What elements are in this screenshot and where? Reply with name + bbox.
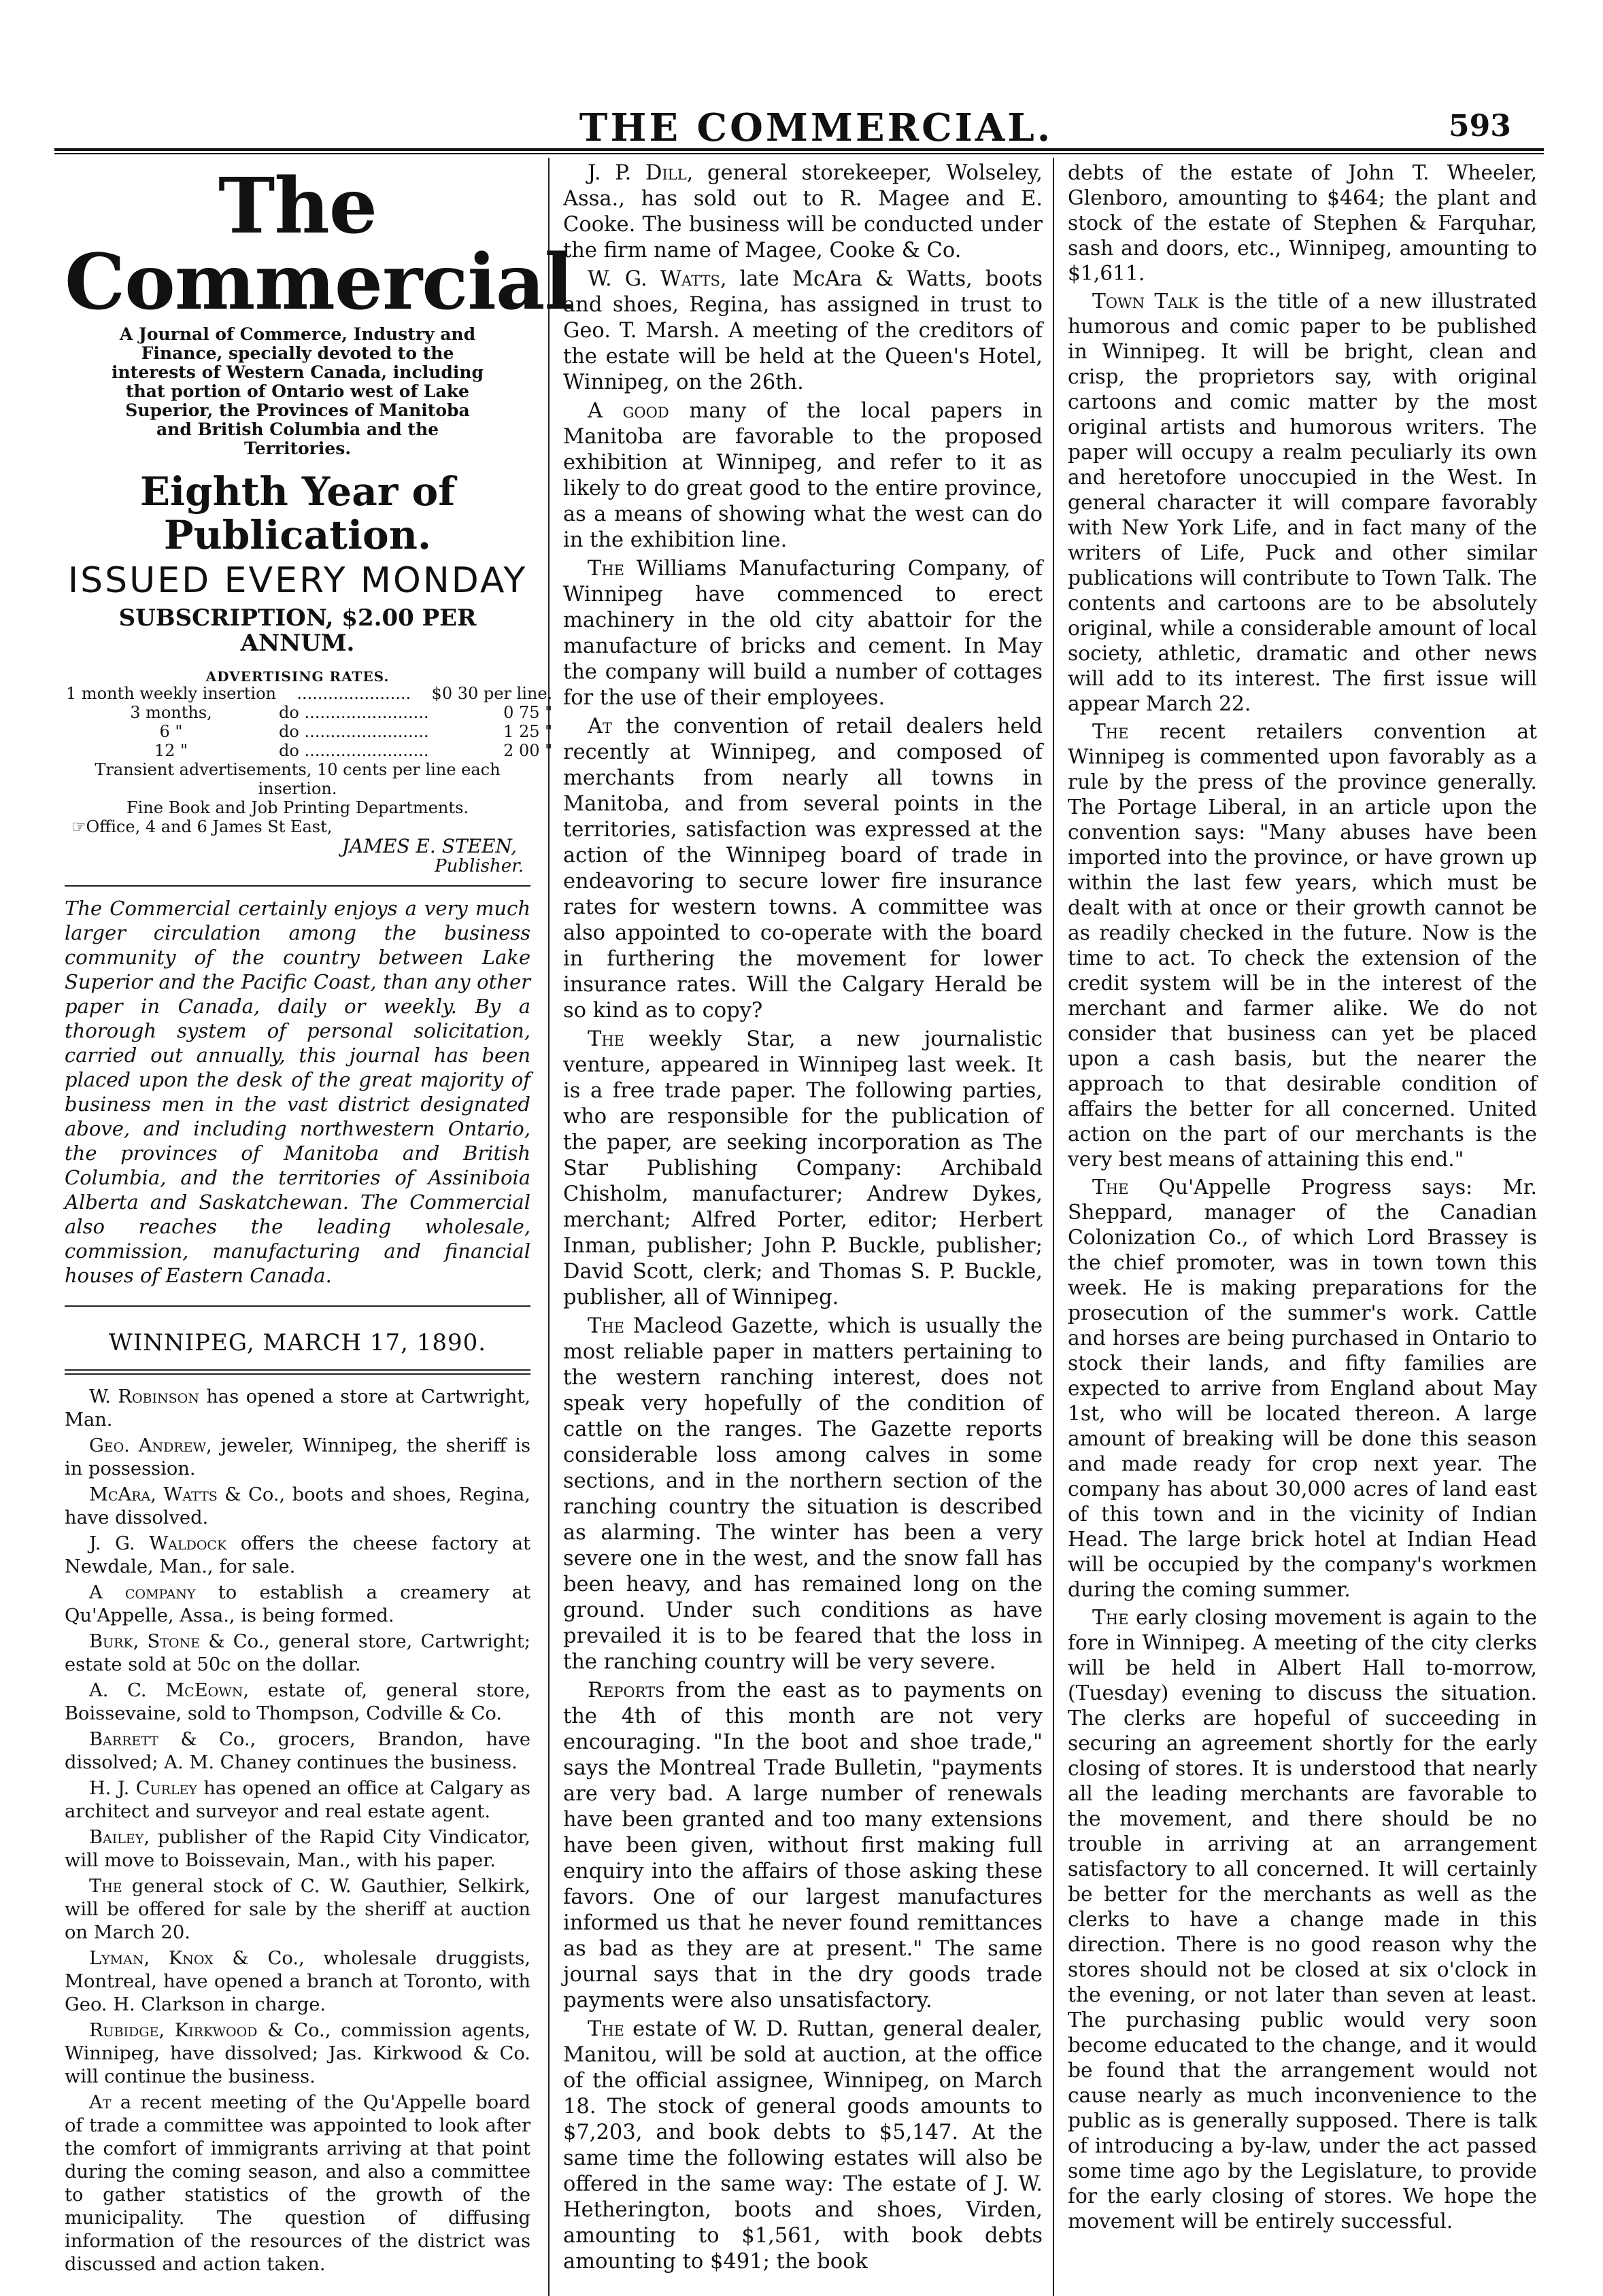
news-item-text: publisher of the Rapid City Vindicator, will move to Boissevain, Man., with his paper. xyxy=(65,1827,530,1872)
ad-rate-leader: ...................... xyxy=(297,683,411,703)
news-item-lead: McAra, Watts xyxy=(89,1484,218,1506)
news-item xyxy=(65,1435,530,1481)
news-item-lead: A company xyxy=(89,1582,196,1604)
news-item-text: & Co., commission agents, Winnipeg, have dissolved; Jas. Kirkwood & Co. will continue the business. xyxy=(65,2020,530,2088)
news-item-lead: Geo. Andrew, xyxy=(89,1435,212,1457)
publication-year: Eighth Year of Publication. xyxy=(139,468,456,558)
news-item-lead: A. C. McEown, xyxy=(89,1680,250,1702)
news-item xyxy=(65,1875,530,1944)
news-item-text: jeweler, Winnipeg, the sheriff is in possession. xyxy=(65,1435,531,1480)
double-rule xyxy=(65,1369,530,1375)
news-item-lead: The xyxy=(89,1876,122,1898)
news-item-text: weekly Star, a new journalistic venture, appeared in Winnipeg last week. It is a free trade paper. The following parties, who are responsible for the publication of the paper, are seeking incorporation as The Star Publishing Company: Archibald Chisholm, manufacturer; Andrew Dykes, merchant; Alfred Porter, editor; Herbert Inman, publisher; John P. Buckle, publisher; David Scott, clerk; and Thomas S. P. Buckle, publisher, all of Winnipeg. xyxy=(563,1027,1043,1309)
news-item-lead: At xyxy=(89,2092,112,2114)
news-item xyxy=(65,1484,530,1530)
news-item-text: Macleod Gazette, which is usually the most reliable paper in matters pertaining to the western ranching interest, does not speak very hopefully of the condition of cattle on the ranges. The Gazette reports considerable loss among calves in some sections, and in the northern section of the ranching country the situation is described as alarming. The winter has been a very severe one in the west, and the snow fall has been heavy, and has remained long on the ground. Under such conditions as have prevailed it is to be feared that the loss in the ranching country will be very severe. xyxy=(563,1314,1043,1674)
news-item xyxy=(1068,1175,1537,1603)
circulation-note: The Commercial certainly enjoys a very much larger circulation among the business community of the country between Lake Superior and the Pacific Coast, than any other paper in Canada, daily or weekly. By a thorough system of personal solicitation, carried out annually, this journal has been placed upon the desk of the great majority of business men in the vast district designated above, and including northwestern Ontario, the provinces of Manitoba and British Columbia, and the territories of Assiniboia Alberta and Saskatchewan. The Commercial also reaches the leading wholesale, commission, manufacturing and financial houses of Eastern Canada. xyxy=(65,897,530,1288)
column-divider xyxy=(1053,158,1054,2296)
news-item xyxy=(65,1826,530,1872)
transient-ads: Transient advertisements, 10 cents per line each insertion. xyxy=(95,759,501,798)
news-item-text: to establish a creamery at Qu'Appelle, Assa., is being formed. xyxy=(65,1582,531,1627)
news-item-text: estate of W. D. Ruttan, general dealer, Manitou, will be sold at auction, at the office of the official assignee, Winnipeg, on March 18. The stock of general goods amounts to $7,203, and book debts to $5,147. At the same time the following estates will also be offered in the same way: The estate of J. W. Hetherington, boots and shoes, Virden, amounting to $1,561, with book debts amounting to $491; the book xyxy=(563,2017,1043,2274)
news-item xyxy=(65,1777,530,1823)
news-item-lead: Reports xyxy=(588,1679,665,1702)
ad-rate-row xyxy=(65,684,554,703)
divider xyxy=(65,1305,530,1307)
news-item xyxy=(65,1581,530,1628)
news-item-text: late McAra & Watts, boots and shoes, Regina, has assigned in trust to Geo. T. Marsh. A meeting of the creditors of the estate will be held at the Queen's Hotel, Winnipeg, on the 26th. xyxy=(563,267,1043,394)
news-item-text: from the east as to payments on the 4th of this month are not very encouraging. "In the boot and shoe trade," says the Montreal Trade Bulletin, "payments are very bad. A large number of renewals have been granted and too many extensions have been given, without first making full enquiry into the affairs of those asking these favors. One of our largest manufactures informed us that he never found remittances as bad as they are at present." The same journal says that in the dry goods trade payments were also unsatisfactory. xyxy=(563,1679,1043,2012)
news-item-text: general storekeeper, Wolseley, Assa., has sold out to R. Magee and E. Cooke. The business will be conducted under the firm name of Magee, Cooke & Co. xyxy=(563,161,1043,262)
ad-rate-price: 2 00 " xyxy=(503,740,553,760)
masthead-description: A Journal of Commerce, Industry and Finance, specially devoted to the interests of Western Canada, including that portion of Ontario west of Lake Superior, the Provinces of Manitoba and British Columbia and the Territories. xyxy=(111,324,484,458)
printing-departments: Fine Book and Job Printing Departments. xyxy=(126,798,469,817)
news-item xyxy=(563,2017,1043,2275)
news-item-lead: Burk, Stone xyxy=(89,1631,200,1653)
news-item xyxy=(1068,289,1537,717)
column-1-articles xyxy=(65,1386,530,2276)
news-item-text: is the title of a new illustrated humorous and comic paper to be published in Winnipeg. It will be bright, clean and crisp, the proprietors say, with original cartoons and comic matter by the most original artists and humorous writers. The paper will occupy a realm peculiarly its own and heretofore unoccupied in the West. In general character it will compare favorably with New York Life, and in fact many of the writers of Life, Puck and other similar publications will contribute to Town Talk. The contents and cartoons are to be absolutely original, while a considerable amount of local society, athletic, dramatic and other news will add to its interest. The first issue will appear March 22. xyxy=(1068,290,1537,716)
news-item-lead: The xyxy=(588,1027,624,1051)
page-number: 593 xyxy=(1449,109,1511,143)
news-item-lead: A good xyxy=(588,399,669,423)
news-item xyxy=(563,267,1043,396)
news-item xyxy=(65,1386,530,1432)
news-item-lead: The xyxy=(1092,1176,1129,1199)
ad-rate-price: 0 75 " xyxy=(503,702,553,722)
news-item-text: estate of, general store, Boissevaine, sold to Thompson, Codville & Co. xyxy=(65,1680,531,1725)
news-item-text: & Co., general store, Cartwright; estate sold at 50c on the dollar. xyxy=(65,1631,530,1676)
masthead-title: The Commercial xyxy=(65,162,573,327)
news-item-text: has opened a store at Cartwright, Man. xyxy=(65,1386,530,1431)
column-3-articles xyxy=(1068,160,1537,2234)
news-item-text: the convention of retail dealers held recently at Winnipeg, and composed of merchants from nearly all towns in Manitoba, and from several points in the territories, satisfaction was expressed at the action of the Winnipeg board of trade in endeavoring to secure lower fire insurance rates for western towns. A committee was also appointed to co-operate with the board in furthering the movement for lower insurance rates. Will the Calgary Herald be so kind as to copy? xyxy=(563,715,1043,1023)
column-1 xyxy=(65,160,573,2276)
ad-rate-leader: do ........................ xyxy=(279,721,429,741)
news-item xyxy=(563,160,1043,264)
news-item-text: & Co., grocers, Brandon, have dissolved; A. M. Chaney continues the business. xyxy=(65,1729,530,1774)
news-item xyxy=(65,2019,530,2089)
news-item-text: recent retailers convention at Winnipeg is commented upon favorably as a rule by the press of the province generally. The Portage Liberal, in an article upon the convention says: "Many abuses have been imported into the province, or have grown up within the last few years, which must be dealt with at once or their growth cannot be as readily checked in the future. Now is the time to act. To check the extension of the credit system will be in the interest of the merchant and farmer alike. We do not consider that business can yet be placed upon a cash basis, but the nearer the approach to that desirable condition of affairs the better for all concerned. United action on the part of our merchants is the very best means of attaining this end." xyxy=(1068,720,1537,1171)
dateline: WINNIPEG, MARCH 17, 1890. xyxy=(108,1329,487,1357)
news-item xyxy=(563,1678,1043,2014)
news-item xyxy=(1068,1605,1537,2234)
column-divider xyxy=(548,158,550,2296)
news-item-lead: The xyxy=(1092,1606,1129,1630)
ad-rate-price: $0 30 per line. xyxy=(431,683,553,703)
news-item xyxy=(65,2091,530,2276)
masthead xyxy=(65,162,573,876)
publisher-name: JAMES E. STEEN, xyxy=(341,834,517,857)
news-item-lead: At xyxy=(588,715,613,738)
news-item-text: a recent meeting of the Qu'Appelle board of trade a committee was appointed to look after the comfort of immigrants arriving at that point during the coming season, and also a committee to gather statistics of the growth of the municipality. The question of diffusing information of the resources of the district was discussed and action taken. xyxy=(65,2092,530,2276)
ad-rate-leader: do ........................ xyxy=(279,702,429,722)
ad-rate-term: 6 " xyxy=(159,721,183,741)
news-item-lead: The xyxy=(588,2017,624,2041)
ad-rate-price: 1 25 " xyxy=(503,721,553,741)
news-item-lead: Barrett xyxy=(89,1729,158,1751)
news-item-lead: The xyxy=(588,1314,624,1338)
ad-rate-row xyxy=(65,703,554,722)
news-item-lead: W. Robinson xyxy=(89,1386,199,1408)
ad-rates-heading: ADVERTISING RATES. xyxy=(205,668,390,685)
news-item xyxy=(563,556,1043,711)
news-item-text: many of the local papers in Manitoba are favorable to the proposed exhibition at Winnipeg, and refer to it as likely to do great good to the entire province, as a means of showing what the west can do in the exhibition line. xyxy=(563,399,1043,552)
ad-rate-term: 1 month weekly insertion xyxy=(66,683,276,703)
office-address: ☞Office, 4 and 6 James St East, xyxy=(71,817,333,836)
divider xyxy=(65,885,530,887)
ad-rate-row xyxy=(65,722,554,741)
news-item xyxy=(563,1314,1043,1675)
news-item xyxy=(563,398,1043,553)
publisher-title: Publisher. xyxy=(435,855,524,876)
news-item-lead: H. J. Curley xyxy=(89,1778,197,1800)
column-2-articles xyxy=(563,160,1043,2275)
news-item xyxy=(65,1679,530,1726)
news-item-text: general stock of C. W. Gauthier, Selkirk, will be offered for sale by the sheriff at auction on March 20. xyxy=(65,1876,530,1944)
news-item xyxy=(65,1947,530,2017)
news-item-text: Qu'Appelle Progress says: Mr. Sheppard, manager of the Canadian Colonization Co., of which Lord Brassey is the chief promoter, was in town town this week. He is making preparations for the prosecution of the summer's work. Cattle and horses are being purchased in Ontario to stock their lands, and fifty families are expected to arrive from England about May 1st, who will be located thereon. A large amount of breaking will be done this season and made ready for crop next year. The company has about 30,000 acres of land east of this town and in the vicinity of Indian Head. The large brick hotel at Indian Head will be occupied by the company's workmen during the coming summer. xyxy=(1068,1176,1537,1602)
news-item-lead: Town Talk xyxy=(1092,290,1198,313)
subscription-price: SUBSCRIPTION, $2.00 PER ANNUM. xyxy=(118,604,477,657)
issued-every-monday: ISSUED EVERY MONDAY xyxy=(67,560,528,601)
news-item-lead: Rubidge, Kirkwood xyxy=(89,2020,258,2042)
news-item xyxy=(65,1728,530,1775)
column-3 xyxy=(1068,160,1537,2234)
news-item xyxy=(65,1630,530,1677)
news-item xyxy=(563,1027,1043,1311)
news-item-text: debts of the estate of John T. Wheeler, Glenboro, amounting to $464; the plant and stock of the estate of Stephen & Farquhar, sash and doors, etc., Winnipeg, amounting to $1,611. xyxy=(1068,161,1537,286)
ad-rate-term: 12 " xyxy=(154,740,188,760)
ad-rate-row xyxy=(65,741,554,760)
ad-rate-leader: do ........................ xyxy=(279,740,429,760)
news-item-text: & Co., wholesale druggists, Montreal, have opened a branch at Toronto, with Geo. H. Clarkson in charge. xyxy=(65,1948,530,2016)
news-item-lead: J. G. Waldock xyxy=(89,1533,227,1555)
news-item-lead: The xyxy=(588,557,624,581)
news-item-lead: Bailey, xyxy=(89,1827,150,1849)
news-item-lead: The xyxy=(1092,720,1129,744)
news-item-text: & Co., boots and shoes, Regina, have dissolved. xyxy=(65,1484,530,1529)
ad-rate-term: 3 months, xyxy=(130,702,212,722)
news-item-text: offers the cheese factory at Newdale, Man., for sale. xyxy=(65,1533,530,1578)
news-item-lead: Lyman, Knox xyxy=(89,1948,214,1970)
ad-rates-table xyxy=(65,684,554,760)
news-item-text: Williams Manufacturing Company, of Winnipeg have commenced to erect machinery in the old city abattoir for the manufacture of bricks and cement. In May the company will build a number of cottages for the use of their employees. xyxy=(563,557,1043,710)
news-item-text: early closing movement is again to the fore in Winnipeg. A meeting of the city clerks will be held in Albert Hall to-morrow, (Tuesday) evening to discuss the situation. The clerks are hopeful of succeeding in securing an agreement shortly for the early closing of stores. It is understood that nearly all the leading merchants are favorable to the movement, and there should be no trouble in arriving at an arrangement satisfactory to all concerned. It will certainly be better for the merchants as well as the clerks to have a change made in this direction. There is no good reason why the stores should not be closed at six o'clock in the evening, or not later than seven at least. The purchasing public would very soon become educated to the change, and it would be found that the arrangement would not cause nearly as much inconvenience to the public as is generally supposed. There is talk of introducing a by-law, under the act passed some time ago by the Legislature, to provide for the early closing of stores. We hope the movement will be entirely successful. xyxy=(1068,1606,1537,2233)
column-2 xyxy=(563,160,1043,2275)
news-item xyxy=(1068,160,1537,286)
header-rule xyxy=(54,148,1544,154)
news-item-lead: J. P. Dill, xyxy=(588,161,694,185)
news-item-text: has opened an office at Calgary as architect and surveyor and real estate agent. xyxy=(65,1778,530,1823)
running-head: THE COMMERCIAL. xyxy=(579,105,1053,150)
news-item-lead: W. G. Watts, xyxy=(588,267,727,291)
news-item xyxy=(563,714,1043,1024)
news-item xyxy=(65,1532,530,1579)
news-item xyxy=(1068,719,1537,1172)
